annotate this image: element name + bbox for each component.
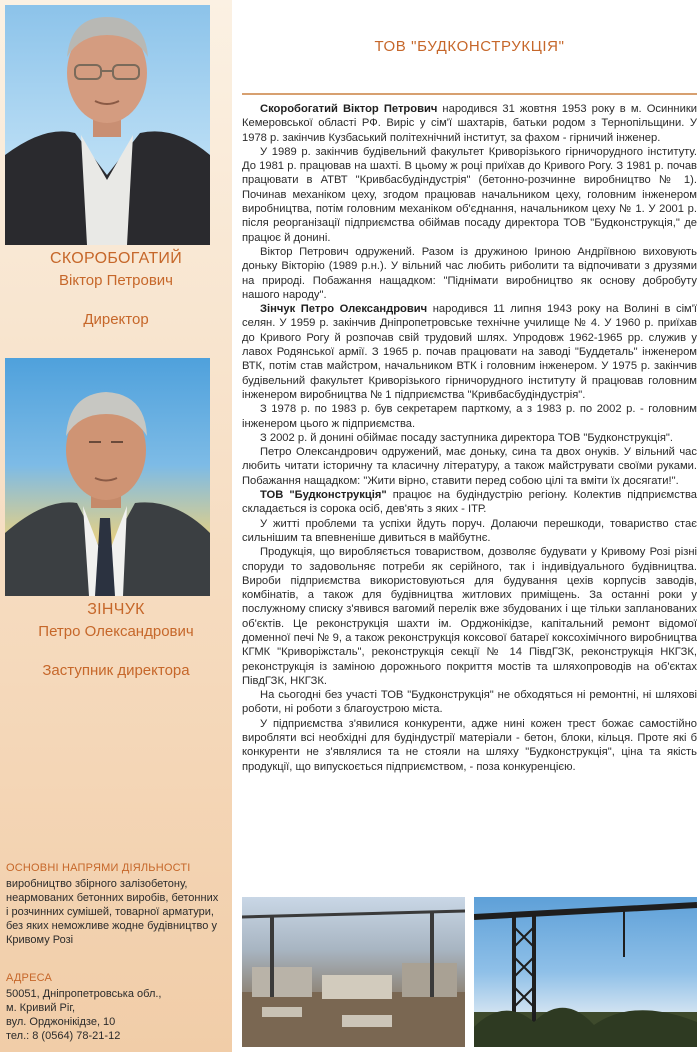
address-block (6, 987, 221, 1043)
address-phone: тел.: 8 (0564) 78-21-12 (6, 1030, 121, 1042)
crane-illustration (474, 897, 697, 1047)
deputy-role: Заступник директора (42, 662, 190, 679)
construction-yard-illustration (242, 897, 465, 1047)
director-given-names: Віктор Петрович (59, 272, 173, 289)
paragraph: З 2002 р. й донині обіймає посаду заступника директора ТОВ "Будконструкція". (260, 431, 673, 444)
portrait-illustration (5, 5, 210, 245)
address-line: м. Кривий Ріг, (6, 1002, 76, 1014)
director-surname: СКОРОБОГАТИЙ (49, 250, 183, 267)
activities-text: виробництво збірного залізобетону, неармованих бетонних виробів, бетонних і розчинних сумішей, товарної арматури, без яких неможливе жодне будівництво у Кривому Розі (6, 878, 219, 946)
deputy-surname: ЗІНЧУК (87, 601, 145, 618)
paragraph: У житті проблеми та успіхи йдуть поруч. Долаючи перешкоди, товариство стає сильнішим та впевненіше дивиться в майбутнє. (242, 517, 697, 544)
portrait-photo-deputy (5, 358, 210, 596)
paragraph: Зінчук Петро Олександрович народився 11 липня 1943 року на Волині в сім'ї селян. У 1959 р. закінчив Дніпропетровське технічне училище № 4. У 1960 р. приїхав до Кривого Рогу й розпочав свій трудовий шлях. Упродовж 1962-1965 рр. служив у лавох Родянської армії. З 1965 р. почав працювати на заводі "Буддеталь" інженером ВТК, потім став майстром, начальником ВТК і головним інженером. У 1975 р. закінчив будівельний факультет Криворізького гірничорудного інституту й працював головним інженером виробництва № 1 підприємства "Кривбасбудіндустрія". (242, 303, 697, 401)
deputy-given-names: Петро Олександрович (38, 623, 194, 640)
person-name-bold: Скоробогатий Віктор Петрович (260, 103, 438, 115)
paragraph: Скоробогатий Віктор Петрович народився 31 жовтня 1953 року в м. Осинники Кемеровської області РФ. Виріс у сім'ї шахтарів, батьки родом з Тернопільщини. У 1978 р. закінчив Кузбаський політехнічний інститут, за фахом - гірничий інженер. (242, 103, 697, 144)
paragraph: Петро Олександрович одружений, має доньку, сина та двох онуків. У вільний час любить читати історичну та класичну літературу, а також майструвати своїми руками. Побажання нащадком: "Жити вірно, ставити перед собою цілі та вміти їх досягати!". (242, 446, 697, 487)
paragraph: У 1989 р. закінчив будівельний факультет Криворізького гірничорудного інституту. До 1981 р. працював на шахті. В цьому ж році приїхав до Кривого Рогу. З 1981 р. почав працювати в АТВТ "Кривбасбудіндустрія" (бетонно-розчинне виробництво № 1). Починав механіком цеху, згодом працював начальником цеху, головним інженером виробництва, потім головним механіком об'єднання, начальником цеху № 1. У 2001 р. після реорганізації підприємства обіймав посаду директора ТОВ "Будконструкція," де працює й донині. (242, 145, 697, 244)
crane-photo (474, 897, 697, 1047)
address-line: вул. Орджонікідзе, 10 (6, 1016, 116, 1028)
activities-title: ОСНОВНІ НАПРЯМИ ДІЯЛЬНОСТІ (6, 862, 191, 874)
address-line: 50051, Дніпропетровська обл., (6, 988, 162, 1000)
title-divider (242, 93, 697, 95)
deputy-caption (0, 601, 232, 679)
address-title: АДРЕСА (6, 972, 53, 984)
article-body (242, 102, 697, 774)
paragraph: Продукція, що виробляється товариством, дозволяє будувати у Кривому Розі різні споруди то задовольняє потреби як серійного, так і індивідуального будівництва. Вироби підприємства використовуються для будування цехів корпусів заводів, комбінатів, а також для будівництва житлових приміщень. За останні роки у послужному списку з'явився вагомий перелік вже збудованих і ще тільки запланованих об'єктів. Це реконструкція шахти ім. Орджонікідзе, капітальний ремонт відомої доменної печі № 9, а також реконструкція коксової батареї коксохімічного виробництва КГМК "Криворіжсталь", реконструкція секції № 14 ПівдГЗК, реконструкція НКГЗК, реконструкція із заміною дорожнього покриття мостів та шляхопроводів на об'єктах ПівдГЗК, НКГЗК. (242, 546, 697, 687)
director-caption (0, 250, 232, 328)
page-title: ТОВ "БУДКОНСТРУКЦІЯ" (374, 38, 565, 55)
paragraph: Віктор Петрович одружений. Разом із дружиною Іриною Андріївною виховують доньку Вікторію (1989 р.н.). У вільний час любить риболити та відпочивати з друзями на природі. Побажання нащадком: "Піднімати виробництво як основу добробуту нашого народу". (242, 245, 697, 301)
paragraph: На сьогодні без участі ТОВ "Будконструкція" не обходяться ні ремонтні, ні шляхові роботи, ні роботи з благоустрою міста. (242, 689, 697, 716)
portrait-illustration (5, 358, 210, 596)
paragraph: З 1978 р. по 1983 р. був секретарем парткому, а з 1983 р. по 2002 р. - головним інженером цього ж підприємства. (242, 403, 697, 430)
paragraph: У підприємства з'явилися конкуренти, адже нині кожен трест божає самостійно виробляти всі необхідні для будіндустрії матеріали - бетон, блоки, кільця. Проте які б конкуренти не з'являлися та не стояли на шляху "Будконструкція", ціна та якість продукції, що випускоється підприємством, - поза конкуренцією. (242, 717, 697, 773)
person-name-bold: Зінчук Петро Олександрович (260, 303, 428, 316)
portrait-photo-director (5, 5, 210, 245)
director-role: Директор (83, 311, 149, 328)
paragraph: ТОВ "Будконструкція" працює на будіндустрію регіону. Колектив підприємства складається із сорока осіб, дев'ять з яких - ІТР. (242, 489, 697, 516)
construction-yard-photo (242, 897, 465, 1047)
company-name-bold: ТОВ "Будконструкція" (260, 489, 387, 502)
sidebar (0, 0, 232, 1052)
